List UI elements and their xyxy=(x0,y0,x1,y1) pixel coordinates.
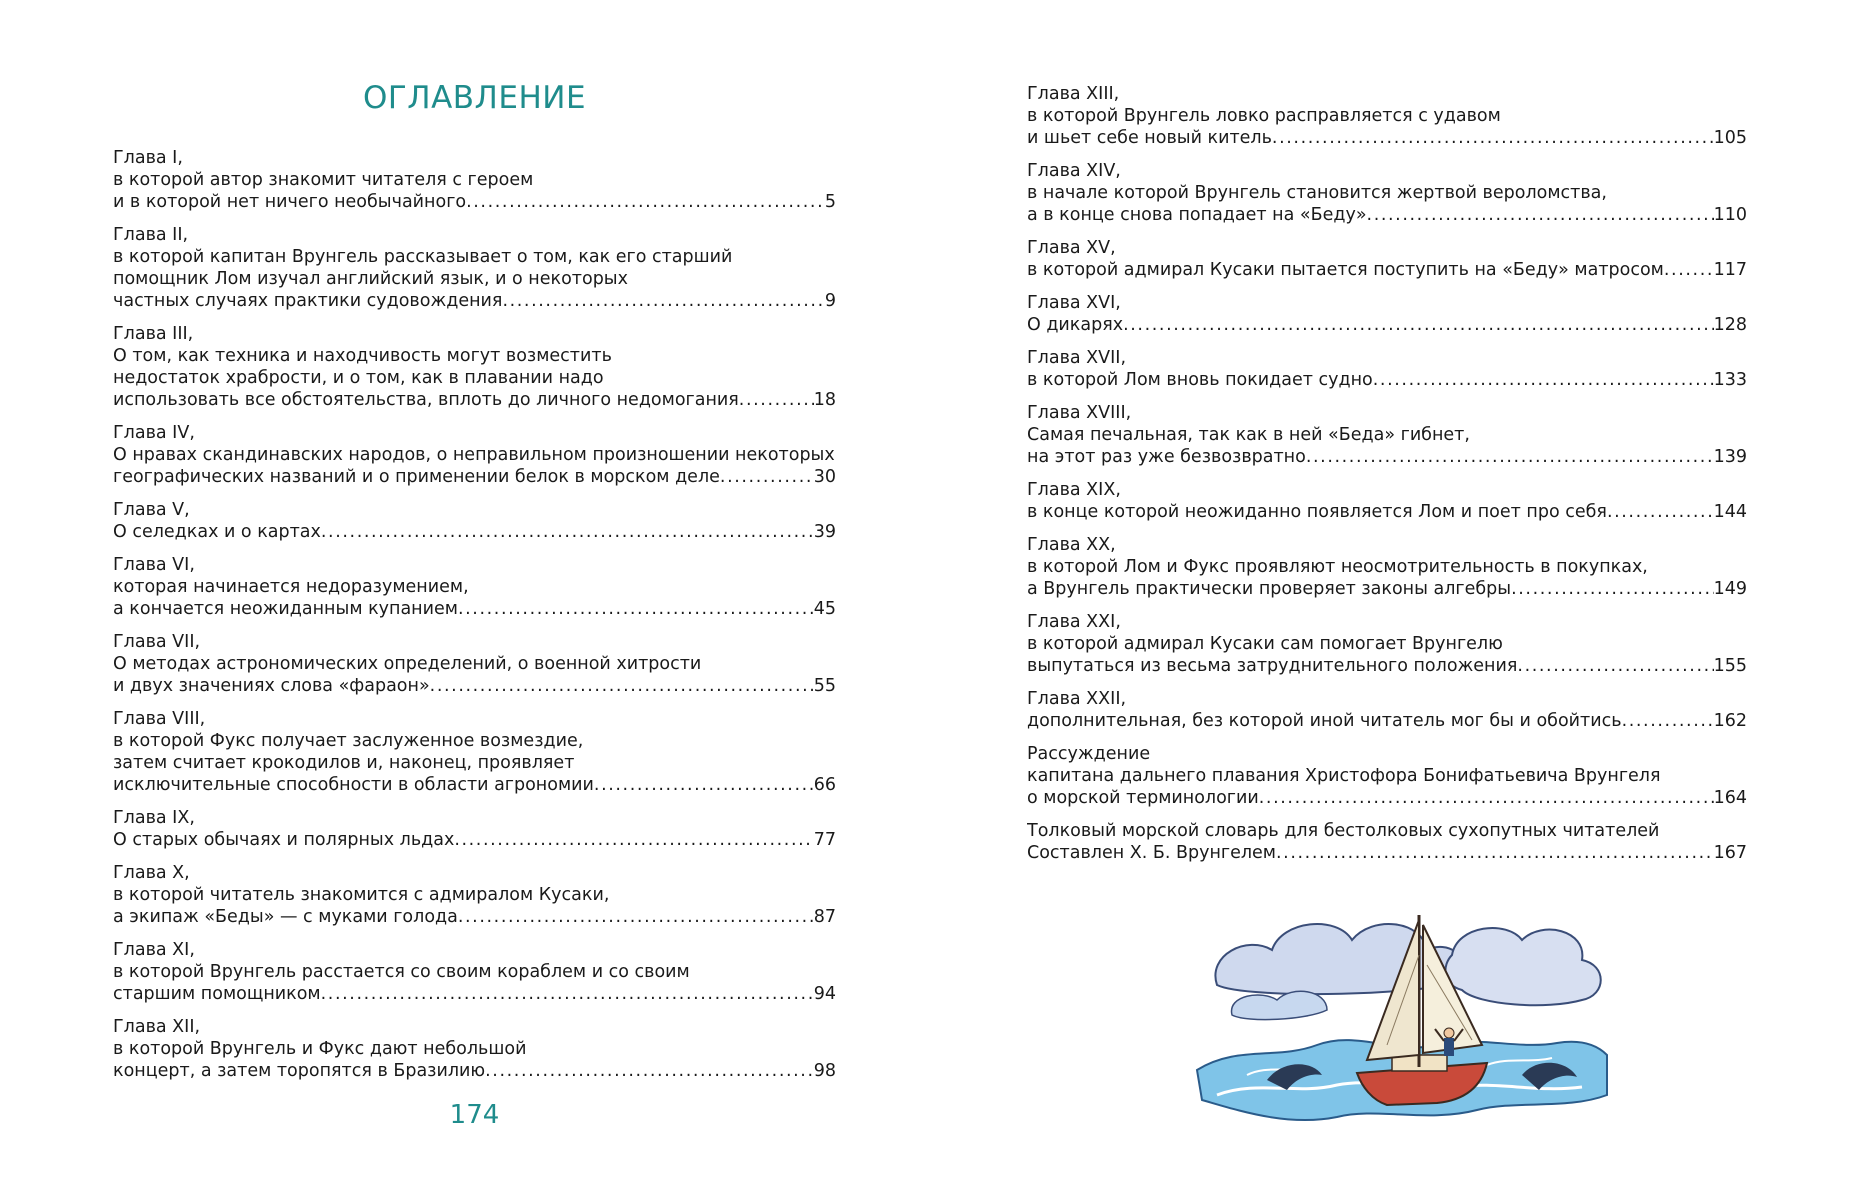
toc-page-number: 55 xyxy=(813,676,836,696)
dot-leader xyxy=(1622,710,1714,732)
dot-leader xyxy=(1367,204,1714,226)
toc-entry-text: в которой адмирал Кусаки сам помогает Врунгелю xyxy=(1027,634,1503,654)
toc-entry xyxy=(1027,160,1747,226)
toc-chapter-heading: Глава XIV, xyxy=(1027,161,1121,181)
toc-entry xyxy=(1027,402,1747,468)
toc-entry-text: капитана дальнего плавания Христофора Бонифатьевича Врунгеля xyxy=(1027,766,1661,786)
toc-entry xyxy=(113,939,836,1005)
toc-entry xyxy=(113,807,836,851)
toc-entry-text: в начале которой Врунгель становится жертвой вероломства, xyxy=(1027,183,1607,203)
toc-chapter-heading: Глава XII, xyxy=(113,1017,201,1037)
toc-chapter-heading: Глава I, xyxy=(113,148,183,168)
toc-page-number: 110 xyxy=(1713,205,1747,225)
toc-entry-last-line xyxy=(113,829,836,851)
page-title: ОГЛАВЛЕНИЕ xyxy=(362,80,587,116)
toc-entry xyxy=(113,554,836,620)
toc-entry-last-line xyxy=(113,774,836,796)
toc-chapter-heading: Глава XVII, xyxy=(1027,348,1127,368)
toc-page-number: 149 xyxy=(1713,579,1747,599)
toc-entry xyxy=(113,708,836,796)
dot-leader xyxy=(485,1060,814,1082)
toc-entry-text: которая начинается недоразумением, xyxy=(113,577,469,597)
toc-entry-last-line xyxy=(1027,314,1747,336)
toc-entry xyxy=(113,422,836,488)
toc-page-number: 45 xyxy=(813,599,836,619)
toc-list-left xyxy=(113,147,836,1093)
toc-entry xyxy=(113,499,836,543)
toc-entry-text: О том, как техника и находчивость могут возместить xyxy=(113,346,612,366)
toc-page-number: 144 xyxy=(1713,502,1747,522)
toc-entry-text: в которой Врунгель и Фукс дают небольшой xyxy=(113,1039,527,1059)
toc-entry-text: О дикарях xyxy=(1027,315,1124,335)
toc-page-number: 167 xyxy=(1713,843,1747,863)
toc-entry-text: в которой Лом и Фукс проявляют неосмотрительность в покупках, xyxy=(1027,557,1648,577)
toc-entry-text: О селедках и о картах xyxy=(113,522,321,542)
sailboat-illustration xyxy=(1187,895,1617,1130)
toc-chapter-heading: Глава X, xyxy=(113,863,190,883)
toc-entry-text: в которой капитан Врунгель рассказывает о том, как его старший xyxy=(113,247,733,267)
toc-entry xyxy=(1027,611,1747,677)
toc-entry-last-line xyxy=(113,290,836,312)
toc-entry-text: в которой читатель знакомится с адмиралом Кусаки, xyxy=(113,885,610,905)
toc-page-number: 164 xyxy=(1713,788,1747,808)
toc-chapter-heading: Глава V, xyxy=(113,500,190,520)
toc-entry-last-line xyxy=(113,466,836,488)
toc-entry-last-line xyxy=(1027,710,1747,732)
toc-entry xyxy=(113,862,836,928)
dot-leader xyxy=(1664,259,1714,281)
toc-chapter-heading: Глава VIII, xyxy=(113,709,206,729)
toc-entry-text: выпутаться из весьма затруднительного положения xyxy=(1027,656,1518,676)
toc-entry-last-line xyxy=(113,191,836,213)
dot-leader xyxy=(594,774,814,796)
toc-page-number: 87 xyxy=(813,907,836,927)
toc-chapter-heading: Глава IX, xyxy=(113,808,195,828)
toc-entry-text: затем считает крокодилов и, наконец, проявляет xyxy=(113,753,575,773)
toc-entry-text: Составлен Х. Б. Врунгелем xyxy=(1027,843,1277,863)
dot-leader xyxy=(502,290,824,312)
toc-entry-text: помощник Лом изучал английский язык, и о некоторых xyxy=(113,269,628,289)
toc-list-right xyxy=(1027,83,1747,875)
toc-entry-last-line xyxy=(113,983,836,1005)
toc-entry-text: а в конце снова попадает на «Беду» xyxy=(1027,205,1367,225)
toc-entry xyxy=(113,323,836,411)
dot-leader xyxy=(458,598,814,620)
right-page xyxy=(927,0,1854,1200)
toc-entry-text: О методах астрономических определений, о военной хитрости xyxy=(113,654,702,674)
dot-leader xyxy=(466,191,825,213)
toc-page-number: 155 xyxy=(1713,656,1747,676)
toc-entry xyxy=(1027,292,1747,336)
toc-chapter-heading: Глава XIX, xyxy=(1027,480,1121,500)
dot-leader xyxy=(1259,787,1714,809)
dot-leader xyxy=(430,675,814,697)
toc-entry-text: о морской терминологии xyxy=(1027,788,1259,808)
toc-chapter-heading: Глава IV, xyxy=(113,423,195,443)
dot-leader xyxy=(739,389,814,411)
toc-page-number: 94 xyxy=(813,984,836,1004)
toc-entry-text: а экипаж «Беды» — с муками голода xyxy=(113,907,458,927)
toc-entry-text: в которой Фукс получает заслуженное возмездие, xyxy=(113,731,584,751)
toc-page-number: 128 xyxy=(1713,315,1747,335)
toc-chapter-heading: Глава XX, xyxy=(1027,535,1116,555)
toc-entry xyxy=(113,147,836,213)
toc-entry-text: и в которой нет ничего необычайного xyxy=(113,192,467,212)
dot-leader xyxy=(1511,578,1714,600)
toc-page-number: 5 xyxy=(824,192,836,212)
toc-entry-last-line xyxy=(113,598,836,620)
toc-entry-text: исключительные способности в области агрономии xyxy=(113,775,594,795)
dot-leader xyxy=(321,983,814,1005)
toc-entry-last-line xyxy=(1027,446,1747,468)
toc-entry-text: недостаток храбрости, и о том, как в плавании надо xyxy=(113,368,604,388)
toc-entry-last-line xyxy=(113,1060,836,1082)
dot-leader xyxy=(321,521,814,543)
toc-entry xyxy=(1027,237,1747,281)
toc-page-number: 66 xyxy=(813,775,836,795)
toc-entry-text: концерт, а затем торопятся в Бразилию xyxy=(113,1061,486,1081)
toc-entry xyxy=(1027,534,1747,600)
toc-chapter-heading: Толковый морской словарь для бестолковых сухопутных читателей xyxy=(1027,821,1660,841)
toc-page-number: 9 xyxy=(824,291,836,311)
toc-entry-last-line xyxy=(1027,578,1747,600)
toc-entry xyxy=(1027,743,1747,809)
toc-page-number: 139 xyxy=(1713,447,1747,467)
toc-entry xyxy=(113,224,836,312)
toc-entry-last-line xyxy=(113,521,836,543)
toc-entry-last-line xyxy=(113,389,836,411)
toc-page-number: 133 xyxy=(1713,370,1747,390)
toc-page-number: 77 xyxy=(813,830,836,850)
toc-entry-text: и двух значениях слова «фараон» xyxy=(113,676,430,696)
toc-chapter-heading: Глава XV, xyxy=(1027,238,1116,258)
toc-entry-text: в которой автор знакомит читателя с героем xyxy=(113,170,534,190)
toc-entry xyxy=(1027,820,1747,864)
toc-entry-last-line xyxy=(1027,787,1747,809)
toc-page-number: 117 xyxy=(1713,260,1747,280)
page-number: 174 xyxy=(449,1100,500,1130)
toc-entry-last-line xyxy=(113,675,836,697)
dot-leader xyxy=(1607,501,1714,523)
toc-chapter-heading: Рассуждение xyxy=(1027,744,1151,764)
dot-leader xyxy=(1373,369,1714,391)
toc-entry-last-line xyxy=(1027,204,1747,226)
toc-chapter-heading: Глава XIII, xyxy=(1027,84,1120,104)
toc-entry-text: О старых обычаях и полярных льдах xyxy=(113,830,455,850)
toc-chapter-heading: Глава VI, xyxy=(113,555,195,575)
toc-entry xyxy=(1027,688,1747,732)
toc-chapter-heading: Глава III, xyxy=(113,324,194,344)
toc-entry-text: а Врунгель практически проверяет законы алгебры xyxy=(1027,579,1512,599)
dot-leader xyxy=(454,829,813,851)
toc-entry-text: использовать все обстоятельства, вплоть до личного недомогания xyxy=(113,390,739,410)
toc-chapter-heading: Глава II, xyxy=(113,225,189,245)
toc-page-number: 39 xyxy=(813,522,836,542)
dot-leader xyxy=(1272,127,1714,149)
dot-leader xyxy=(1123,314,1713,336)
toc-entry-text: на этот раз уже безвозвратно xyxy=(1027,447,1306,467)
toc-chapter-heading: Глава VII, xyxy=(113,632,201,652)
toc-entry-last-line xyxy=(1027,259,1747,281)
toc-entry xyxy=(113,1016,836,1082)
toc-entry-text: географических названий и о применении белок в морском деле xyxy=(113,467,720,487)
toc-entry-text: в конце которой неожиданно появляется Лом и поет про себя xyxy=(1027,502,1607,522)
toc-page-number: 98 xyxy=(813,1061,836,1081)
toc-entry-text: Самая печальная, так как в ней «Беда» гибнет, xyxy=(1027,425,1470,445)
toc-entry-text: старшим помощником xyxy=(113,984,321,1004)
toc-entry-last-line xyxy=(1027,655,1747,677)
toc-chapter-heading: Глава XXII, xyxy=(1027,689,1127,709)
toc-page-number: 30 xyxy=(813,467,836,487)
toc-entry-text: и шьет себе новый китель xyxy=(1027,128,1272,148)
toc-entry-text: в которой Врунгель расстается со своим кораблем и со своим xyxy=(113,962,690,982)
dot-leader xyxy=(720,466,814,488)
toc-chapter-heading: Глава XXI, xyxy=(1027,612,1121,632)
toc-page-number: 105 xyxy=(1713,128,1747,148)
dot-leader xyxy=(1517,655,1713,677)
toc-entry-last-line xyxy=(1027,501,1747,523)
toc-entry-text: в которой Лом вновь покидает судно xyxy=(1027,370,1373,390)
toc-entry-text: О нравах скандинавских народов, о неправильном произношении некоторых xyxy=(113,445,835,465)
toc-entry xyxy=(113,631,836,697)
toc-page-number: 162 xyxy=(1713,711,1747,731)
toc-entry xyxy=(1027,479,1747,523)
toc-chapter-heading: Глава XI, xyxy=(113,940,195,960)
toc-entry-text: дополнительная, без которой иной читатель мог бы и обойтись xyxy=(1027,711,1622,731)
toc-entry-last-line xyxy=(1027,369,1747,391)
toc-entry-text: в которой Врунгель ловко расправляется с удавом xyxy=(1027,106,1501,126)
toc-entry-last-line xyxy=(1027,127,1747,149)
dot-leader xyxy=(1276,842,1714,864)
toc-entry-text: а кончается неожиданным купанием xyxy=(113,599,458,619)
toc-chapter-heading: Глава XVIII, xyxy=(1027,403,1132,423)
dot-leader xyxy=(1306,446,1714,468)
toc-entry-last-line xyxy=(113,906,836,928)
toc-entry xyxy=(1027,83,1747,149)
dot-leader xyxy=(458,906,814,928)
toc-entry-last-line xyxy=(1027,842,1747,864)
toc-page-number: 18 xyxy=(813,390,836,410)
toc-entry-text: в которой адмирал Кусаки пытается поступить на «Беду» матросом xyxy=(1027,260,1664,280)
toc-entry xyxy=(1027,347,1747,391)
toc-entry-text: частных случаях практики судовождения xyxy=(113,291,503,311)
toc-chapter-heading: Глава XVI, xyxy=(1027,293,1121,313)
